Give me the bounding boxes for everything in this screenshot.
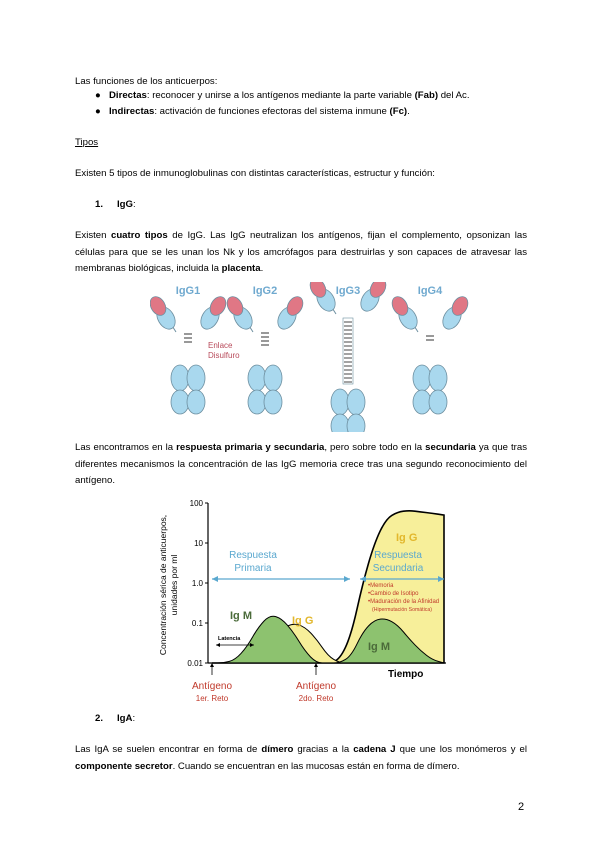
y-tick-label: 0.1 bbox=[191, 619, 203, 628]
y-tick-label: 0.01 bbox=[187, 659, 203, 668]
bullet-icon: ● bbox=[95, 90, 101, 101]
antigen-arrow-1 bbox=[210, 663, 214, 675]
antigen2-sub: 2do. Reto bbox=[298, 694, 334, 703]
y-tick-label: 100 bbox=[189, 499, 203, 508]
disulfide-annotation-line2: Disulfuro bbox=[208, 351, 240, 360]
page-number: 2 bbox=[518, 801, 525, 813]
antigen1-label: Antígeno bbox=[191, 681, 233, 692]
igg3-label: IgG3 bbox=[335, 285, 361, 297]
igg2-label: IgG2 bbox=[252, 285, 278, 297]
y-tick-label: 1.0 bbox=[191, 579, 203, 588]
section-heading-iga: 2. IgA: bbox=[95, 713, 136, 724]
y-tick-label: 10 bbox=[194, 539, 203, 548]
memory-item-3: •Maduración de la Afinidad bbox=[368, 599, 440, 605]
section-heading-igg: 1. IgG: bbox=[95, 199, 136, 210]
y-axis-label-line2: unidades por ml bbox=[169, 554, 179, 616]
tipos-text: Existen 5 tipos de inmunoglobulinas con distintas características, estructur y función: bbox=[75, 168, 435, 179]
igm-secondary-label: Ig M bbox=[368, 641, 390, 653]
igg3-molecule bbox=[307, 282, 389, 432]
igg-paragraph: Existen cuatro tipos de IgG. Las IgG neutralizan los antígenos, fijan el complemento, opsonizan las células para que se les unan los Nk y los amcrófagos para destruirlas y son capaces de atravesar las membranas biológicas, incluida la placenta. bbox=[75, 230, 528, 274]
memory-item-2: •Cambio de Isotipo bbox=[368, 591, 419, 597]
antigen2-label: Antígeno bbox=[295, 681, 337, 692]
iga-paragraph: Las IgA se suelen encontrar en forma de dímero gracias a la cadena J que une los monómeros y el componente secretor. Cuando se encuentran en las mucosas están en forma de dímero. bbox=[75, 744, 527, 772]
antigen-arrow-2 bbox=[314, 663, 318, 675]
y-axis-label-line1: Concentración sérica de anticuerpos, bbox=[158, 514, 168, 656]
igm-primary-label: Ig M bbox=[230, 610, 252, 622]
igg1-label: IgG1 bbox=[175, 285, 201, 297]
intro-text: Las funciones de los anticuerpos: bbox=[75, 76, 218, 87]
x-axis-label: Tiempo bbox=[388, 669, 424, 680]
igg4-label: IgG4 bbox=[417, 285, 443, 297]
y-ticks bbox=[187, 499, 208, 668]
igg-primary-label: Ig G bbox=[292, 615, 314, 627]
antigen1-sub: 1er. Reto bbox=[195, 694, 229, 703]
secondary-response-label-1: Respuesta bbox=[374, 550, 422, 561]
primary-response-arrow bbox=[212, 576, 350, 582]
latency-label: Latencia bbox=[218, 636, 241, 642]
bullet-item-directas: ● Directas: reconocer y unirse a los antígenos mediante la parte variable (Fab) del Ac. bbox=[95, 90, 470, 101]
disulfide-annotation-line1: Enlace bbox=[208, 341, 233, 350]
igg-secondary-label: Ig G bbox=[396, 532, 418, 544]
tipos-heading: Tipos bbox=[75, 137, 99, 148]
bullet-item-indirectas: ● Indirectas: activación de funciones efectoras del sistema inmune (Fc). bbox=[95, 106, 410, 117]
bullet-icon: ● bbox=[95, 106, 101, 117]
igg-subclasses-figure bbox=[150, 282, 470, 432]
secondary-response-label-2: Secundaria bbox=[372, 563, 424, 574]
memory-item-1: •Memoria bbox=[368, 583, 394, 589]
igg4-molecule bbox=[389, 294, 470, 414]
memory-subitem: (Hipermutación Somática) bbox=[372, 607, 432, 613]
response-paragraph: Las encontramos en la respuesta primaria y secundaria, pero sobre todo en la secundaria ya que tras diferentes mecanismos la concentración de las IgG memoria crece tras una segundo reconocimiento del antígeno. bbox=[75, 442, 528, 486]
antibody-response-chart bbox=[150, 495, 450, 710]
bullet-bold: Directas bbox=[109, 90, 147, 101]
bullet-bold: Indirectas bbox=[109, 106, 155, 117]
primary-response-label-1: Respuesta bbox=[229, 550, 277, 561]
primary-response-label-2: Primaria bbox=[234, 563, 272, 574]
